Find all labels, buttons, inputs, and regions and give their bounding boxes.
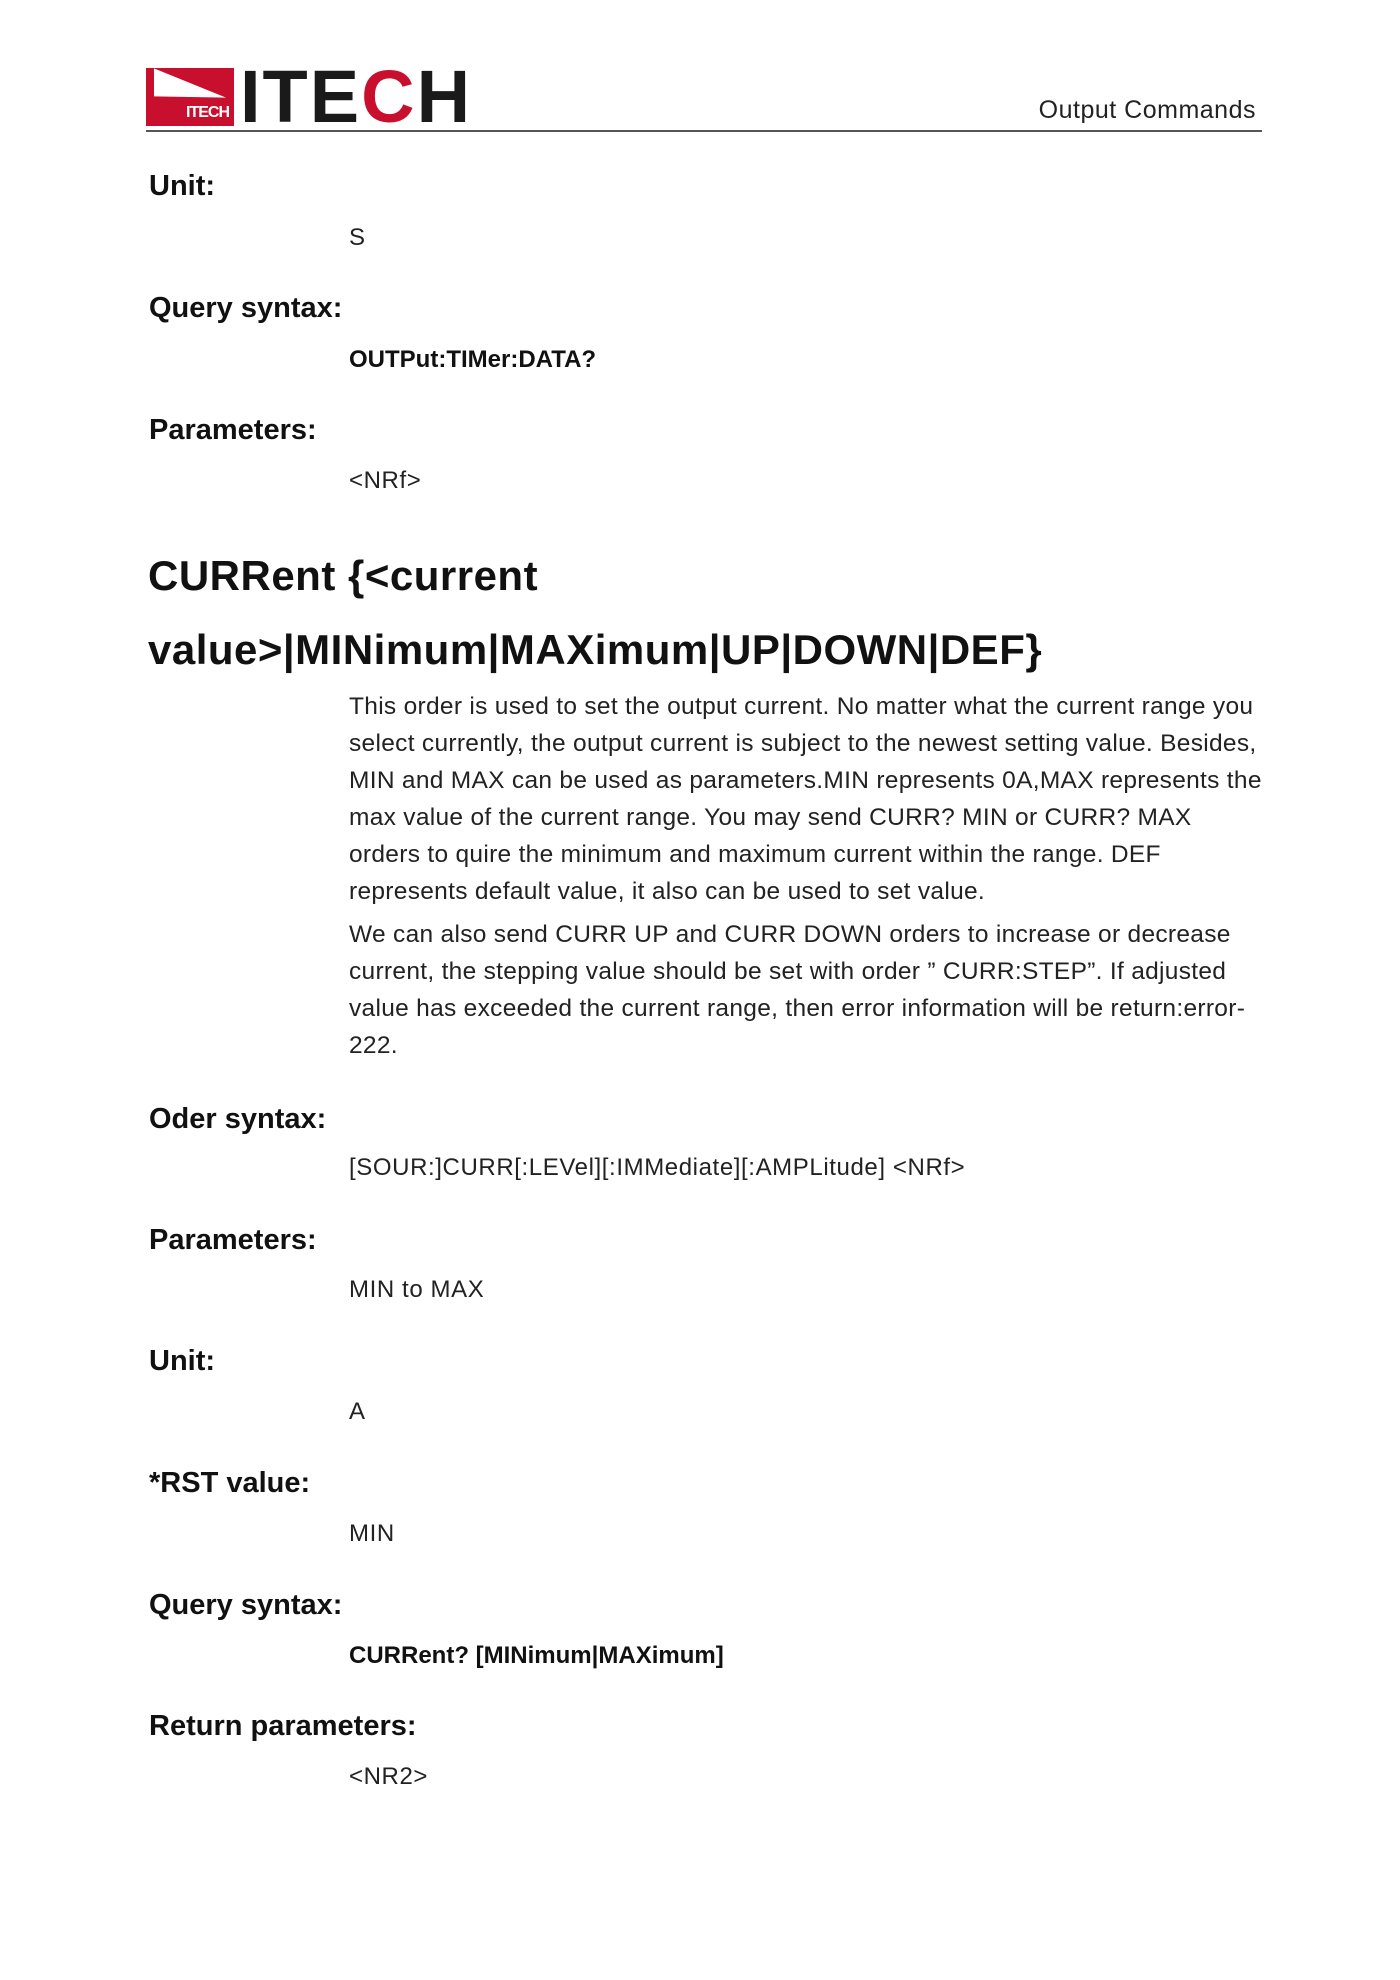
header-divider: [146, 130, 1262, 132]
unit-label: Unit:: [149, 170, 216, 202]
command-heading-line-2: value>|MINimum|MAXimum|UP|DOWN|DEF}: [148, 626, 1043, 673]
rst-value: MIN: [349, 1520, 395, 1547]
command-heading-line-1: CURRent {<current: [148, 552, 539, 599]
page-header: [146, 55, 1262, 138]
logo-word-part: H: [416, 55, 473, 138]
parameters-value: MIN to MAX: [349, 1276, 485, 1303]
logo-mark-icon: [146, 68, 234, 126]
logo-wordmark: [240, 55, 473, 138]
parameters-label: Parameters:: [149, 1224, 317, 1256]
command-description-step: We can also send CURR UP and CURR DOWN orders to increase or decrease current, the stepping value should be set with order ” CURR:STEP”. If adjusted value has exceeded the current range, then error information will be return:error-222.: [349, 921, 1246, 1059]
command-description: This order is used to set the output current. No matter what the current range you select currently, the output current is subject to the newest setting value. Besides, MIN and MAX can be used as parameters.MIN represents 0A,MAX represents the max value of the current range. You may send CURR? MIN or CURR? MAX orders to quire the minimum and maximum current within the range. DEF represents default value, it also can be used to set value.: [349, 693, 1262, 905]
logo-word-part: C: [361, 55, 417, 138]
return-parameters-label: Return parameters:: [149, 1710, 417, 1742]
itech-logo: [146, 55, 473, 138]
unit-value: S: [349, 224, 366, 251]
query-syntax-value: OUTPut:TIMer:DATA?: [349, 346, 597, 373]
unit-label: Unit:: [149, 1345, 216, 1377]
logo-mark-text: ITECH: [186, 104, 229, 121]
rst-value-label: *RST value:: [149, 1467, 311, 1499]
unit-value: A: [349, 1398, 366, 1425]
query-syntax-value: CURRent? [MINimum|MAXimum]: [349, 1642, 724, 1669]
order-syntax-value: [SOUR:]CURR[:LEVel][:IMMediate][:AMPLitude] <NRf>: [349, 1154, 966, 1181]
order-syntax-label: Oder syntax:: [149, 1103, 327, 1135]
query-syntax-label: Query syntax:: [149, 1589, 343, 1621]
parameters-value: <NRf>: [349, 467, 422, 494]
logo-word-part: ITE: [240, 55, 362, 138]
section-title: Output Commands: [1038, 96, 1256, 124]
parameters-label: Parameters:: [149, 414, 317, 446]
return-parameters-value: <NR2>: [349, 1763, 429, 1790]
query-syntax-label: Query syntax:: [149, 292, 343, 324]
